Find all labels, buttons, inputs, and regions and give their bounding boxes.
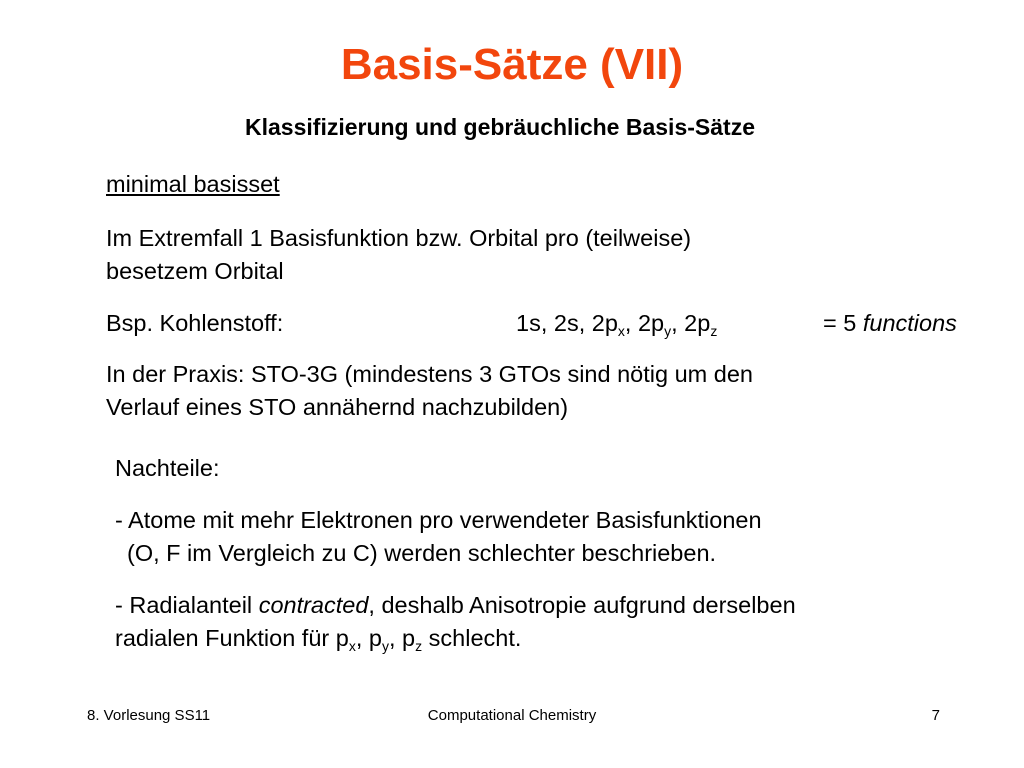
item2-subscript-z: z xyxy=(415,638,423,654)
footer-page-number: 7 xyxy=(931,707,940,724)
nachteile-item-2-line-2 xyxy=(115,622,521,655)
item2-text-pre: - Radialanteil xyxy=(115,592,259,618)
orbital-text-3: , 2p xyxy=(671,310,711,336)
subscript-x: x xyxy=(617,323,625,339)
nachteile-heading: Nachteile: xyxy=(115,455,220,481)
example-orbitals xyxy=(516,307,717,340)
footer-lecture: 8. Vorlesung SS11 xyxy=(87,707,211,724)
item2-contracted: contracted xyxy=(258,592,369,618)
item2-end: schlecht. xyxy=(422,625,522,651)
functions-text: functions xyxy=(862,310,957,336)
nachteile-item-1-line-1: - Atome mit mehr Elektronen pro verwendeter Basisfunktionen xyxy=(115,507,762,533)
equals-text: = 5 xyxy=(823,310,863,336)
minimal-line-2: besetzem Orbital xyxy=(106,258,284,284)
example-label: Bsp. Kohlenstoff: xyxy=(106,310,284,336)
minimal-line-1: Im Extremfall 1 Basisfunktion bzw. Orbital pro (teilweise) xyxy=(106,225,692,251)
subscript-z: z xyxy=(710,323,718,339)
subscript-y: y xyxy=(664,323,672,339)
item2-text-post: , deshalb Anisotropie aufgrund derselben xyxy=(368,592,796,618)
example-result xyxy=(823,307,957,340)
praxis-line-2: Verlauf eines STO annähernd nachzubilden) xyxy=(106,394,569,420)
footer-course: Computational Chemistry xyxy=(427,707,597,724)
nachteile-item-1-line-2: (O, F im Vergleich zu C) werden schlechter beschrieben. xyxy=(127,540,717,566)
slide-subtitle: Klassifizierung und gebräuchliche Basis-Sätze xyxy=(245,114,755,140)
item2-subscript-y: y xyxy=(381,638,389,654)
item2-line2-text: radialen Funktion für p xyxy=(115,625,349,651)
orbital-text-2: , 2p xyxy=(624,310,665,336)
orbital-text-1: 1s, 2s, 2p xyxy=(516,310,618,336)
slide-title: Basis-Sätze (VII) xyxy=(340,40,684,89)
item2-sep-1: , p xyxy=(355,625,382,651)
minimal-basisset-heading: minimal basisset xyxy=(106,171,280,197)
nachteile-item-2-line-1 xyxy=(115,589,796,622)
item2-sep-2: , p xyxy=(388,625,416,651)
example-carbon-row xyxy=(106,307,956,343)
praxis-line-1: In der Praxis: STO-3G (mindestens 3 GTOs sind nötig um den xyxy=(106,361,753,387)
item2-subscript-x: x xyxy=(348,638,356,654)
